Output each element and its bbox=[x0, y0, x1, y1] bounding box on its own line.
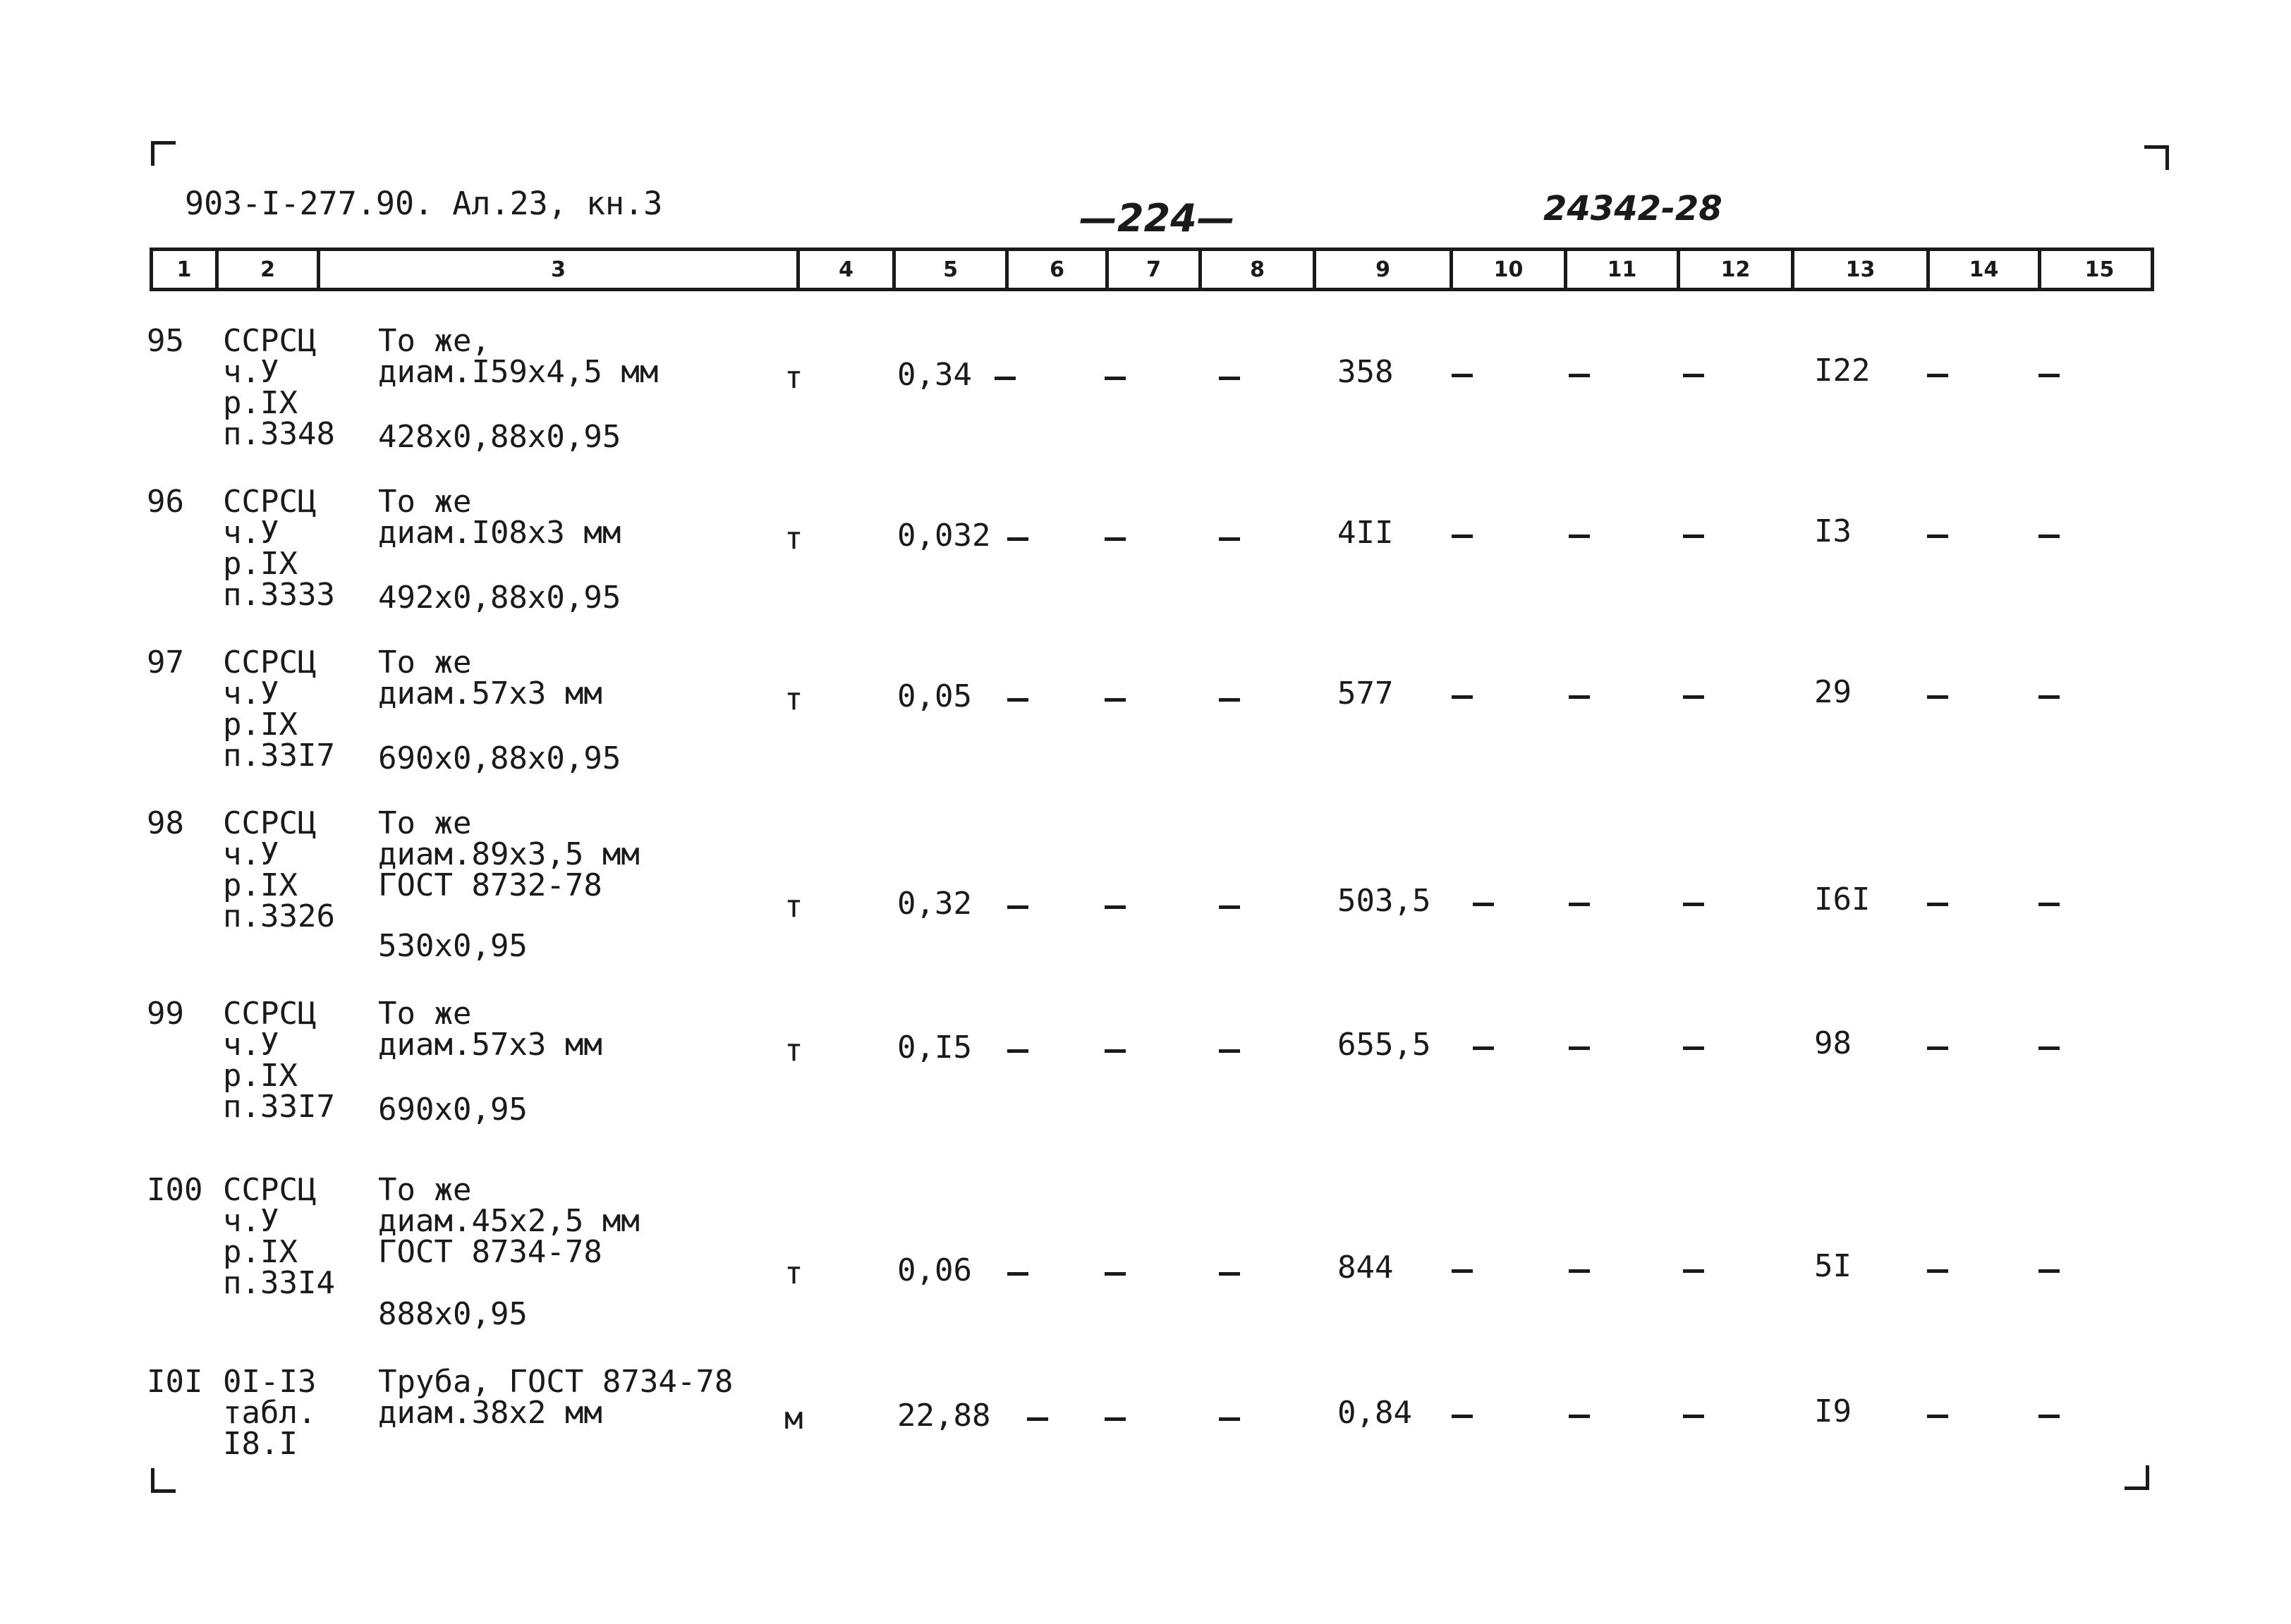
column-header-2: 2 bbox=[215, 251, 317, 288]
column-7-dash bbox=[1105, 1272, 1126, 1276]
total-value: I22 bbox=[1814, 353, 1871, 389]
item-description: То же диам.57x3 мм bbox=[378, 645, 602, 712]
column-header-1: 1 bbox=[176, 257, 192, 282]
column-header-5: 5 bbox=[892, 251, 1005, 288]
total-value: 98 bbox=[1814, 1025, 1852, 1061]
unit-of-measure: т bbox=[784, 520, 803, 556]
column-15-dash bbox=[2038, 695, 2060, 699]
column-11-dash bbox=[1569, 1269, 1590, 1273]
column-14-dash bbox=[1927, 903, 1948, 906]
column-15-dash bbox=[2038, 535, 2060, 538]
column-8-dash bbox=[1219, 905, 1240, 909]
column-12-dash bbox=[1683, 1415, 1704, 1418]
unit-of-measure: м bbox=[784, 1400, 803, 1436]
unit-of-measure: т bbox=[784, 360, 803, 396]
resource-code: ССРСЦ ч.У р.IX п.33I7 bbox=[223, 645, 335, 774]
resource-code: ССРСЦ ч.У р.IX п.3348 bbox=[223, 323, 335, 452]
row-number: 99 bbox=[147, 996, 184, 1032]
document-code: 903-I-277.90. Ал.23, кн.3 bbox=[185, 185, 663, 222]
quantity-value: 0,05 bbox=[897, 678, 972, 714]
column-7-dash bbox=[1105, 905, 1126, 909]
column-14-dash bbox=[1927, 1269, 1948, 1273]
column-12-dash bbox=[1683, 903, 1704, 906]
column-header-7: 7 bbox=[1105, 251, 1198, 288]
column-6-dash bbox=[995, 377, 1016, 380]
column-header-12: 12 bbox=[1677, 251, 1791, 288]
column-10-dash bbox=[1452, 1415, 1473, 1418]
total-value: 29 bbox=[1814, 674, 1852, 710]
column-11-dash bbox=[1569, 695, 1590, 699]
column-10-dash bbox=[1452, 1269, 1473, 1273]
column-10-dash bbox=[1452, 695, 1473, 699]
row-number: I00 bbox=[147, 1172, 203, 1208]
column-6-dash bbox=[1007, 1049, 1028, 1053]
unit-cost-value: 577 bbox=[1337, 676, 1394, 712]
resource-code: ССРСЦ ч.У р.IX п.3333 bbox=[223, 484, 335, 613]
column-8-dash bbox=[1219, 1049, 1240, 1053]
column-10-dash bbox=[1473, 903, 1494, 906]
column-11-dash bbox=[1569, 535, 1590, 538]
quantity-value: 0,I5 bbox=[897, 1030, 972, 1066]
unit-cost-value: 844 bbox=[1337, 1250, 1394, 1286]
total-value: I3 bbox=[1814, 513, 1852, 549]
item-dimensions: 690x0,88x0,95 bbox=[378, 740, 621, 776]
column-15-dash bbox=[2038, 903, 2060, 906]
unit-cost-value: 0,84 bbox=[1337, 1395, 1412, 1431]
unit-of-measure: т bbox=[784, 1032, 803, 1068]
total-value: I9 bbox=[1814, 1393, 1852, 1429]
column-header-15: 15 bbox=[2038, 251, 2158, 288]
column-header-8: 8 bbox=[1198, 251, 1313, 288]
row-number: I0I bbox=[147, 1364, 203, 1400]
quantity-value: 0,06 bbox=[897, 1252, 972, 1288]
column-8-dash bbox=[1219, 537, 1240, 541]
crop-mark-bottom-left bbox=[151, 1468, 176, 1493]
item-description: То же, диам.I59x4,5 мм bbox=[378, 323, 659, 390]
column-10-dash bbox=[1473, 1046, 1494, 1050]
column-header-14: 14 bbox=[1926, 251, 2038, 288]
column-7-dash bbox=[1105, 698, 1126, 702]
column-11-dash bbox=[1569, 903, 1590, 906]
column-14-dash bbox=[1927, 1046, 1948, 1050]
column-header-11: 11 bbox=[1564, 251, 1677, 288]
total-value: 5I bbox=[1814, 1248, 1852, 1284]
column-12-dash bbox=[1683, 1269, 1704, 1273]
quantity-value: 0,32 bbox=[897, 886, 972, 922]
column-15-dash bbox=[2038, 1046, 2060, 1050]
column-8-dash bbox=[1219, 1417, 1240, 1421]
column-12-dash bbox=[1683, 1046, 1704, 1050]
column-7-dash bbox=[1105, 537, 1126, 541]
item-description: То же диам.57x3 мм bbox=[378, 996, 602, 1063]
column-7-dash bbox=[1105, 377, 1126, 380]
unit-of-measure: т bbox=[784, 1255, 803, 1291]
item-description: Труба, ГОСТ 8734-78 диам.38x2 мм bbox=[378, 1364, 734, 1431]
column-14-dash bbox=[1927, 695, 1948, 699]
resource-code: 0I-I3 табл. I8.I bbox=[223, 1364, 317, 1462]
column-8-dash bbox=[1219, 377, 1240, 380]
column-7-dash bbox=[1105, 1417, 1126, 1421]
item-dimensions: 428x0,88x0,95 bbox=[378, 419, 621, 455]
sheet-code: 24342-28 bbox=[1543, 189, 1722, 228]
quantity-value: 0,34 bbox=[897, 357, 972, 393]
column-header-10: 10 bbox=[1450, 251, 1564, 288]
column-10-dash bbox=[1452, 535, 1473, 538]
item-description: То же диам.89x3,5 мм ГОСТ 8732-78 bbox=[378, 805, 640, 903]
column-header-6: 6 bbox=[1005, 251, 1105, 288]
row-number: 97 bbox=[147, 645, 184, 680]
column-6-dash bbox=[1007, 537, 1028, 541]
column-12-dash bbox=[1683, 535, 1704, 538]
unit-of-measure: т bbox=[784, 889, 803, 924]
row-number: 95 bbox=[147, 323, 184, 359]
crop-mark-top-left bbox=[151, 141, 176, 166]
column-12-dash bbox=[1683, 695, 1704, 699]
column-header-9: 9 bbox=[1313, 251, 1450, 288]
column-number-header bbox=[150, 248, 2154, 291]
crop-mark-top-right bbox=[2144, 145, 2169, 170]
resource-code: ССРСЦ ч.У р.IX п.33I7 bbox=[223, 996, 335, 1125]
column-11-dash bbox=[1569, 1046, 1590, 1050]
column-6-dash bbox=[1027, 1417, 1048, 1421]
total-value: I6I bbox=[1814, 881, 1871, 917]
unit-cost-value: 4II bbox=[1337, 515, 1394, 551]
crop-mark-bottom-right bbox=[2125, 1465, 2149, 1490]
item-dimensions: 530x0,95 bbox=[378, 928, 528, 964]
column-14-dash bbox=[1927, 374, 1948, 377]
column-8-dash bbox=[1219, 698, 1240, 702]
column-6-dash bbox=[1007, 698, 1028, 702]
page-number: —224— bbox=[1079, 196, 1235, 240]
column-14-dash bbox=[1927, 1415, 1948, 1418]
unit-cost-value: 503,5 bbox=[1337, 883, 1431, 919]
column-6-dash bbox=[1007, 1272, 1028, 1276]
column-header-4: 4 bbox=[796, 251, 892, 288]
unit-of-measure: т bbox=[784, 681, 803, 717]
item-description: То же диам.I08x3 мм bbox=[378, 484, 621, 551]
unit-cost-value: 358 bbox=[1337, 354, 1394, 390]
column-7-dash bbox=[1105, 1049, 1126, 1053]
item-dimensions: 888x0,95 bbox=[378, 1296, 528, 1332]
column-12-dash bbox=[1683, 374, 1704, 377]
resource-code: ССРСЦ ч.У р.IX п.33I4 bbox=[223, 1172, 335, 1301]
item-dimensions: 690x0,95 bbox=[378, 1092, 528, 1128]
item-dimensions: 492x0,88x0,95 bbox=[378, 580, 621, 616]
row-number: 96 bbox=[147, 484, 184, 520]
column-15-dash bbox=[2038, 374, 2060, 377]
column-header-3: 3 bbox=[317, 251, 796, 288]
column-11-dash bbox=[1569, 374, 1590, 377]
column-15-dash bbox=[2038, 1269, 2060, 1273]
item-description: То же диам.45x2,5 мм ГОСТ 8734-78 bbox=[378, 1172, 640, 1270]
column-10-dash bbox=[1452, 374, 1473, 377]
column-14-dash bbox=[1927, 535, 1948, 538]
quantity-value: 22,88 bbox=[897, 1398, 991, 1434]
column-11-dash bbox=[1569, 1415, 1590, 1418]
resource-code: ССРСЦ ч.У р.IX п.3326 bbox=[223, 805, 335, 934]
row-number: 98 bbox=[147, 805, 184, 841]
column-6-dash bbox=[1007, 905, 1028, 909]
column-8-dash bbox=[1219, 1272, 1240, 1276]
quantity-value: 0,032 bbox=[897, 518, 991, 554]
column-header-13: 13 bbox=[1791, 251, 1926, 288]
column-15-dash bbox=[2038, 1415, 2060, 1418]
unit-cost-value: 655,5 bbox=[1337, 1027, 1431, 1063]
